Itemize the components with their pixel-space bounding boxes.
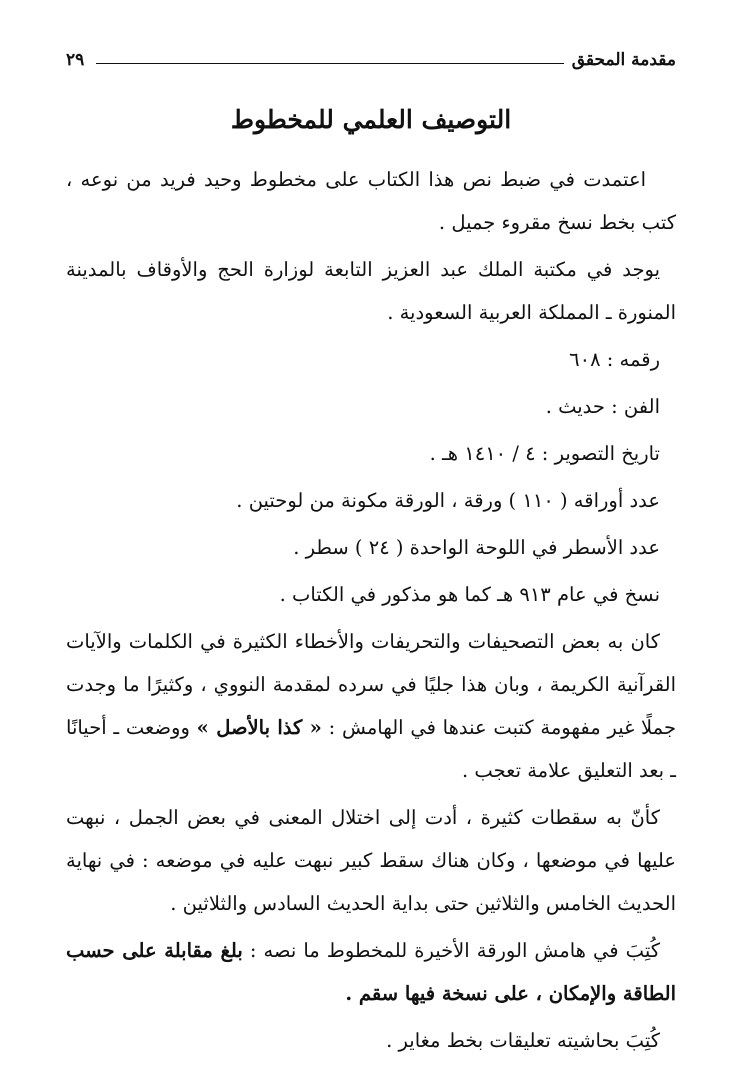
paragraph-subject: الفن : حديث .: [545, 395, 660, 418]
paragraph-line-count: عدد الأسطر في اللوحة الواحدة ( ٢٤ ) سطر .: [293, 536, 660, 559]
paragraph-omissions: كأنّ به سقطات كثيرة ، أدت إلى اختلال المعنى في بعض الجمل ، نبهت عليها في موضعها ، وكان هناك سقط كبير نبهت عليه في موضعه : في نهاية الحديث الخامس والثلاثين حتى بداية الحديث السادس والثلاثين .: [66, 806, 676, 915]
paragraph-catalog-number: رقمه : ٦٠٨: [569, 348, 660, 371]
errors-text-end: ووضعت ـ أحيانًا ـ بعد التعليق علامة تعجب .: [66, 716, 676, 782]
margin-note-quote: بلغ مقابلة على حسب الطاقة والإمكان ، على نسخة فيها سقم .: [66, 939, 676, 1005]
header-rule: [96, 63, 564, 64]
paragraph-manuscript-intro: اعتمدت في ضبط نص هذا الكتاب على مخطوط وحيد فريد من نوعه ، كتب بخط نسخ مقروء جميل .: [66, 168, 676, 234]
running-header: [66, 48, 676, 78]
section-heading: التوصيف العلمي للمخطوط: [230, 105, 512, 134]
margin-note-text: كُتِبَ في هامش الورقة الأخيرة للمخطوط ما نصه :: [249, 939, 660, 962]
errors-quote: « كذا بالأصل »: [196, 716, 322, 739]
paragraph-photo-date: تاريخ التصوير : ٤ / ١٤١٠ هـ .: [429, 442, 660, 465]
paragraph-copy-year: نسخ في عام ٩١٣ هـ كما هو مذكور في الكتاب .: [279, 583, 660, 606]
paragraph-annotations: كُتِبَ بحاشيته تعليقات بخط مغاير .: [386, 1029, 660, 1052]
paragraph-errors: [66, 620, 676, 792]
body-text: [66, 158, 676, 1066]
running-title: مقدمة المحقق: [571, 50, 676, 70]
paragraph-folio-count: عدد أوراقه ( ١١٠ ) ورقة ، الورقة مكونة من لوحتين .: [236, 489, 660, 512]
paragraph-margin-note: [66, 929, 676, 1015]
errors-text-start: كان به بعض التصحيفات والتحريفات والأخطاء الكثيرة في الكلمات والآيات القرآنية الكريمة ، وبان هذا جليًا في سرده لمقدمة النووي ، وكثيرًا ما وجدت جملًا غير مفهومة كتبت عندها في الهامش :: [66, 630, 677, 739]
paragraph-library-location: يوجد في مكتبة الملك عبد العزيز التابعة لوزارة الحج والأوقاف بالمدينة المنورة ـ المملكة العربية السعودية .: [66, 258, 676, 324]
page-number: ٢٩: [66, 50, 85, 70]
